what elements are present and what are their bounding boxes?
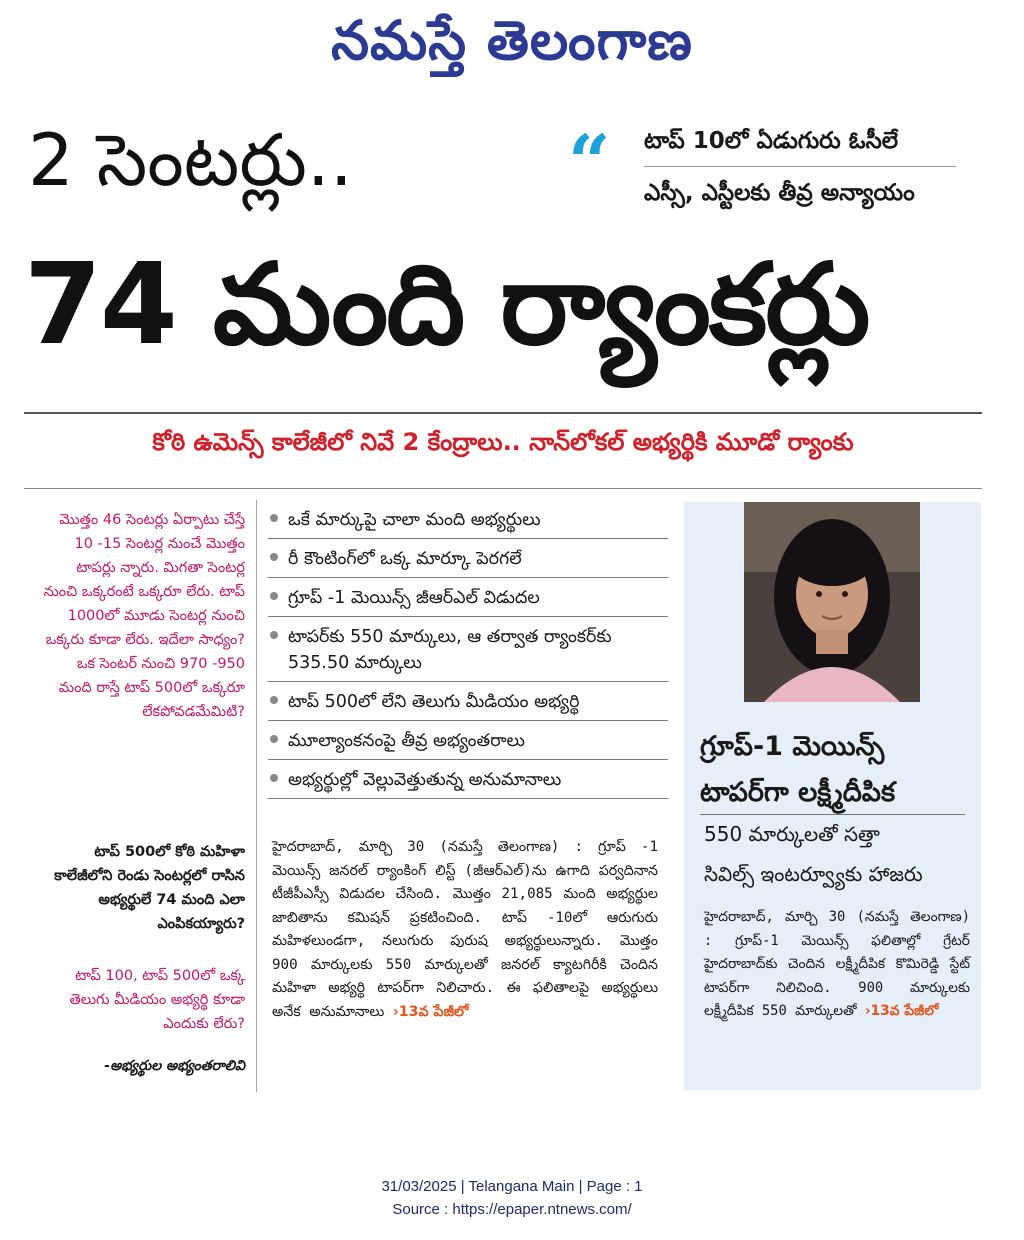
bullet-icon — [270, 696, 278, 704]
subheadline-divider — [24, 488, 982, 489]
highlight-item: ఒకే మార్కుపై చాలా మంది అభ్యర్థులు — [268, 504, 668, 539]
highlight-item: గ్రూప్ -1 మెయిన్స్ జీఆర్‌ఎల్ విడుదల — [268, 582, 668, 617]
quote-divider — [644, 166, 956, 167]
bullet-icon — [270, 631, 278, 639]
page-footer-info: 31/03/2025 | Telangana Main | Page : 1 — [381, 1178, 643, 1195]
subheadline: కోఠి ఉమెన్స్ కాలేజీలో నివే 2 కేంద్రాలు.. నాన్‌లోకల్ అభ్యర్థికి మూడో ర్యాంకు — [152, 428, 854, 456]
headline-line1: 2 సెంటర్లు.. — [28, 118, 353, 202]
main-story-body — [272, 836, 658, 1024]
objections-paragraph-2: టాప్ 500లో కోఠి మహిళా కాలేజీలోని రెండు సెంటర్లలో రాసిన అభ్యర్థులే 74 మంది ఎలా ఎంపికయ్యారు? — [54, 844, 245, 932]
masthead-logo: నమస్తే తెలంగాణ — [331, 8, 693, 72]
bullet-icon — [270, 592, 278, 600]
highlight-item: రీ కౌంటింగ్‌లో ఒక్క మార్కూ పెరగలే — [268, 543, 668, 578]
page-footer-source: Source : https://epaper.ntnews.com/ — [392, 1201, 632, 1218]
headline-divider — [24, 412, 982, 414]
portrait-image — [744, 502, 920, 702]
sidebar-story-text: హైదరాబాద్, మార్చి 30 (నమస్తే తెలంగాణ) : గ్రూప్-1 మెయిన్స్ ఫలితాల్లో గ్రేటర్ హైదరాబాద్‌కు చెందిన లక్ష్మీదీపిక కొమిరెడ్డి స్టేట్ టాపర్‌గా నిలిచింది. 900 మార్కులకు లక్ష్మీదీపిక 550 మార్కులతో — [704, 909, 970, 1019]
sidebar-story-body — [704, 906, 970, 1024]
main-story-text: హైదరాబాద్, మార్చి 30 (నమస్తే తెలంగాణ) : గ్రూప్ -1 మెయిన్స్ జనరల్ ర్యాంకింగ్ లిస్ట్ (జీఆర్‌ఎల్)ను ఉగాది పర్వదినాన టీజీపీఎస్సీ విడుదల చేసింది. మొత్తం 21,085 మంది అభ్యర్థుల జాబితాను కమిషన్ ప్రకటించింది. టాప్ -10లో ఆరుగురు మహిళలుండగా, నలుగురు పురుష అభ్యర్థులున్నారు. మొత్తం 900 మార్కులకు 550 మార్కులతో జనరల్ క్యాటగిరీకి చెందిన మహిళా అభ్యర్థి టాపర్‌గా నిలిచారు. ఈ ఫలితాలపై అభ్యర్థులు అనేక అనుమానాలు — [272, 839, 658, 1020]
bullet-icon — [270, 774, 278, 782]
highlight-item: అభ్యర్థుల్లో వెల్లువెత్తుతున్న అనుమానాలు — [268, 764, 668, 799]
objections-signature: -అభ్యర్థుల అభ్యంతరాలివి — [104, 1058, 245, 1074]
quote-line1: టాప్ 10లో ఏడుగురు ఓసీలే — [644, 128, 899, 154]
highlight-item: టాపర్‌కు 550 మార్కులు, ఆ తర్వాత ర్యాంకర్‌కు 535.50 మార్కులు — [268, 621, 668, 682]
sidebar-subhead-2: సివిల్స్ ఇంటర్వ్యూకు హాజరు — [704, 862, 923, 886]
bullet-icon — [270, 735, 278, 743]
objections-paragraph-3: టాప్ 100, టాప్ 500లో ఒక్క తెలుగు మీడియం అభ్యర్థి కూడా ఎందుకు లేరు? — [69, 968, 245, 1032]
highlights-list — [268, 504, 668, 803]
highlight-item: మూల్యాంకనంపై తీవ్ర అభ్యంతరాలు — [268, 725, 668, 760]
bullet-icon — [270, 514, 278, 522]
objections-paragraph-1: మొత్తం 46 సెంటర్లు ఏర్పాటు చేస్తే 10 -15 సెంటర్ల నుంచే మొత్తం టాపర్లు న్నారు. మిగతా సెంటర్ల నుంచి ఒక్కరంటే ఒక్కరూ లేరు. టాప్ 1000లో మూడు సెంటర్ల నుంచి ఒక్కరు కూడా లేరు. ఇదేలా సాధ్యం? ఒక సెంటర్ నుంచి 970 -950 మంది రాస్తే టాప్ 500లో ఒక్కరూ లేకపోవడమేమిటి? — [43, 512, 245, 720]
sidebar-continued-link[interactable]: ›13వ పేజీలో — [864, 1003, 939, 1019]
topper-photo — [744, 502, 920, 702]
quote-line2: ఎస్సీ, ఎస్టీలకు తీవ్ర అన్యాయం — [644, 180, 915, 206]
sidebar-subhead-1: 550 మార్కులతో సత్తా — [704, 822, 880, 846]
bullet-icon — [270, 553, 278, 561]
quote-mark-icon: “ — [568, 120, 611, 206]
column-divider — [256, 500, 257, 1092]
sidebar-heading: గ్రూప్-1 మెయిన్స్ టాపర్‌గా లక్ష్మీదీపిక — [700, 731, 896, 808]
main-story-continued-link[interactable]: ›13వ పేజీలో — [392, 1003, 469, 1020]
headline-line2: 74 మంది ర్యాంకర్లు — [24, 240, 869, 370]
sidebar-divider — [700, 814, 965, 815]
highlight-item: టాప్ 500లో లేని తెలుగు మీడియం అభ్యర్థి — [268, 686, 668, 721]
